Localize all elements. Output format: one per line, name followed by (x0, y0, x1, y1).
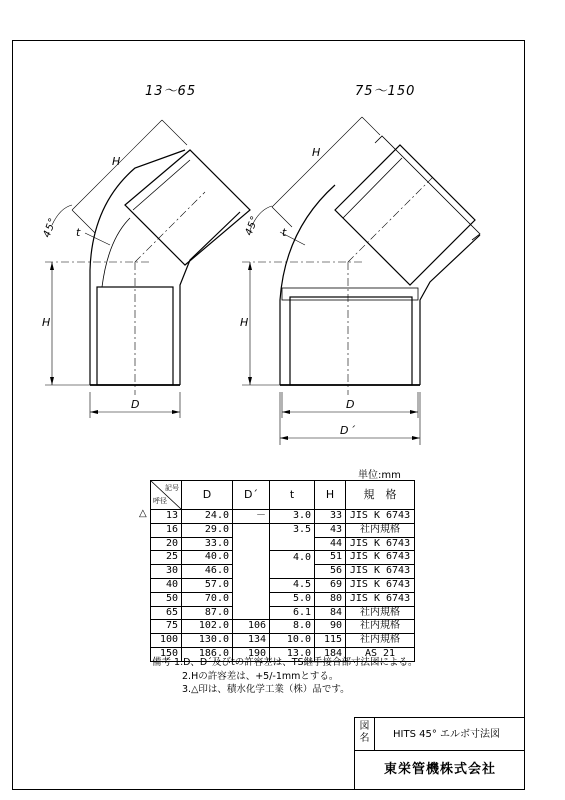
header-standard: 規 格 (346, 481, 415, 510)
cell-size: 150 (151, 647, 182, 661)
cell-d: 33.0 (182, 537, 233, 551)
cell-h: 51 (315, 551, 346, 565)
cell-t: 5.0 (270, 592, 315, 606)
table-row (151, 578, 415, 592)
cell-d-prime: 106 (233, 620, 270, 634)
dimension-table (150, 480, 415, 662)
cell-h: 33 (315, 510, 346, 524)
cell-standard: JIS K 6743 (346, 592, 415, 606)
cell-t: 4.5 (270, 578, 315, 592)
cell-size: 30 (151, 565, 182, 579)
cell-d: 24.0 (182, 510, 233, 524)
cell-d-prime: 190 (233, 647, 270, 661)
header-t: t (270, 481, 315, 510)
cell-standard: JIS K 6743 (346, 510, 415, 524)
cell-size: 16 (151, 523, 182, 537)
company-name: 東栄管機株式会社 (383, 762, 496, 777)
left-dim-t: t (76, 226, 82, 239)
remark-line-1: 備考 1.D、D´及びtの許容差は、TS継手接合部寸法図による。 (152, 657, 418, 668)
left-view-label: 13～65 (145, 84, 197, 99)
table-row (151, 510, 415, 524)
right-dim-h-vertical: H (240, 316, 250, 329)
header-d-prime: D´ (233, 481, 270, 510)
cell-d: 186.0 (182, 647, 233, 661)
cell-size: 75 (151, 620, 182, 634)
unit-label: 単位:mm (358, 470, 401, 481)
cell-d-prime (233, 551, 270, 565)
cell-standard: JIS K 6743 (346, 551, 415, 565)
cell-size: 40 (151, 578, 182, 592)
cell-h: 90 (315, 620, 346, 634)
cell-standard: 社内規格 (346, 634, 415, 648)
table-corner-header (151, 481, 182, 510)
cell-d: 29.0 (182, 523, 233, 537)
right-view-label: 75～150 (355, 84, 416, 99)
right-dim-angle: 45° (243, 213, 262, 238)
left-dim-angle: 45° (41, 215, 60, 240)
triangle-mark: △ (139, 508, 147, 519)
cell-d-prime (233, 592, 270, 606)
cell-h: 184 (315, 647, 346, 661)
cell-t (270, 537, 315, 551)
drawing-name-label: 図名 (355, 718, 375, 751)
table-body (151, 510, 415, 662)
left-dim-h-vertical: H (42, 316, 52, 329)
cell-t: 3.0 (270, 510, 315, 524)
cell-size: 20 (151, 537, 182, 551)
header-h: H (315, 481, 346, 510)
cell-d: 70.0 (182, 592, 233, 606)
table-row (151, 565, 415, 579)
drawing-title: HITS 45° エルボ寸法図 (375, 718, 525, 751)
cell-d-prime (233, 606, 270, 620)
cell-h: 84 (315, 606, 346, 620)
cell-standard: 社内規格 (346, 523, 415, 537)
cell-d-prime: － (233, 510, 270, 524)
cell-t: 6.1 (270, 606, 315, 620)
left-elbow-view (45, 120, 250, 418)
cell-t: 13.0 (270, 647, 315, 661)
cell-size: 100 (151, 634, 182, 648)
right-elbow-view (242, 117, 480, 445)
cell-d-prime (233, 578, 270, 592)
remark-line-3: 3.△印は、積水化学工業（株）品です。 (182, 684, 350, 695)
cell-h: 69 (315, 578, 346, 592)
cell-t: 4.0 (270, 551, 315, 565)
title-block (354, 717, 525, 790)
cell-standard: JIS K 6743 (346, 578, 415, 592)
header-d: D (182, 481, 233, 510)
cell-standard: AS 21 (346, 647, 415, 661)
cell-d-prime (233, 565, 270, 579)
corner-size-label: 呼径 (153, 497, 167, 506)
table-row (151, 537, 415, 551)
table-row (151, 523, 415, 537)
cell-h: 80 (315, 592, 346, 606)
right-dim-t: t (282, 226, 288, 239)
cell-standard: JIS K 6743 (346, 565, 415, 579)
cell-d-prime (233, 523, 270, 537)
cell-t: 10.0 (270, 634, 315, 648)
cell-d: 130.0 (182, 634, 233, 648)
cell-d: 40.0 (182, 551, 233, 565)
cell-h: 115 (315, 634, 346, 648)
cell-h: 56 (315, 565, 346, 579)
left-dim-h-diagonal: H (112, 155, 122, 168)
cell-d-prime: 134 (233, 634, 270, 648)
cell-d: 87.0 (182, 606, 233, 620)
right-dim-d: D (346, 398, 356, 411)
cell-size: 13 (151, 510, 182, 524)
cell-t: 3.5 (270, 523, 315, 537)
table-row (151, 606, 415, 620)
cell-h: 43 (315, 523, 346, 537)
cell-standard: 社内規格 (346, 620, 415, 634)
table-row (151, 551, 415, 565)
cell-t (270, 565, 315, 579)
left-dim-d: D (131, 398, 141, 411)
cell-size: 65 (151, 606, 182, 620)
table-row (151, 634, 415, 648)
table-row (151, 620, 415, 634)
cell-standard: JIS K 6743 (346, 537, 415, 551)
table-row (151, 592, 415, 606)
remarks (152, 656, 418, 697)
cell-d: 46.0 (182, 565, 233, 579)
right-dim-d-prime: D´ (340, 424, 356, 437)
cell-d: 57.0 (182, 578, 233, 592)
cell-d: 102.0 (182, 620, 233, 634)
cell-size: 50 (151, 592, 182, 606)
cell-h: 44 (315, 537, 346, 551)
cell-standard: 社内規格 (346, 606, 415, 620)
right-dim-h-diagonal: H (312, 146, 322, 159)
corner-symbol-label: 記号 (165, 484, 179, 492)
cell-t: 8.0 (270, 620, 315, 634)
remark-line-2: 2.Hの許容差は、+5/-1mmとする。 (182, 670, 339, 682)
cell-d-prime (233, 537, 270, 551)
cell-size: 25 (151, 551, 182, 565)
